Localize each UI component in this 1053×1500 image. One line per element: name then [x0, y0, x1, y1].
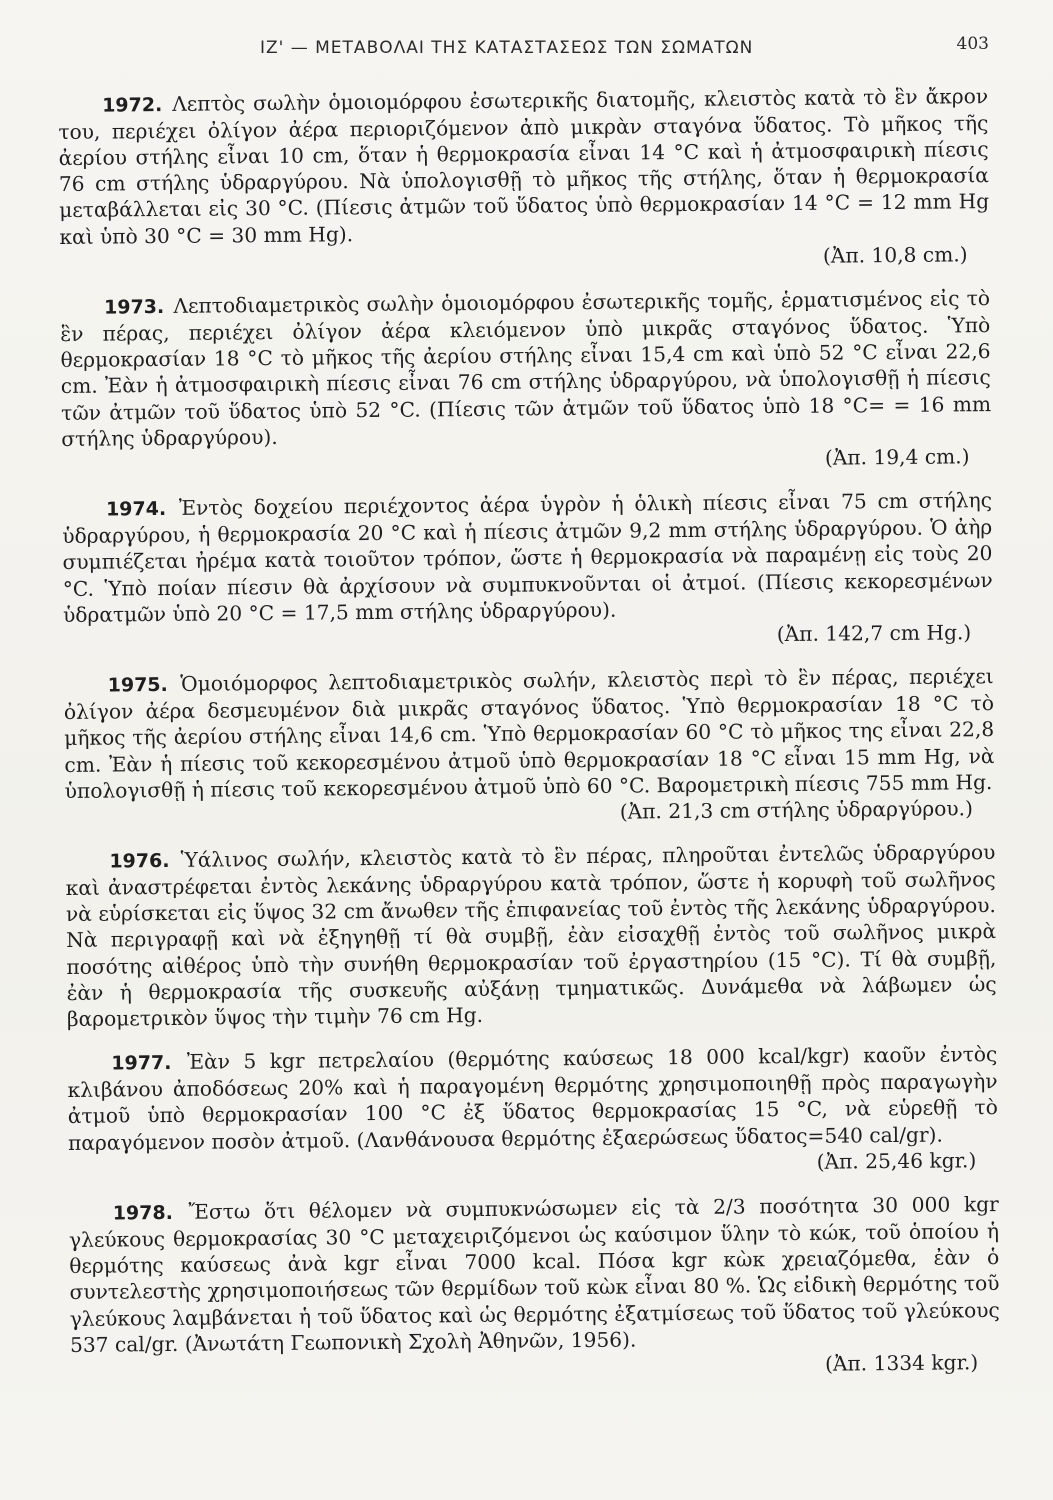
problem-1975 — [64, 663, 995, 830]
page-number: 403 — [956, 34, 989, 54]
problem-1976 — [65, 839, 997, 1032]
problem-text: Ἐντὸς δοχείου περιέχοντος ἀέρα ὑγρὸν ἡ ὁλικὴ πίεσις εἶναι 75 cm στήλης ὑδραργύρου, ἡ θερμοκρασία 20 °C καὶ ἡ πίεσις ἀτμῶν 9,2 mm στήλης ὑδραργύρου. Ὁ ἀὴρ συμπιέζεται ἠρέμα κατὰ τοιοῦτον τρόπον, ὥστε ἡ θερμοκρασία νὰ παραμένῃ εἰς τοὺς 20 °C. Ὑπὸ ποίαν πίεσιν θὰ ἀρχίσουν νὰ συμπυκνοῦνται οἱ ἀτμοί. (Πίεσις κεκορεσμένων ὑδρατμῶν ὑπὸ 20 °C = 17,5 mm στήλης ὑδραργύρου). — [62, 488, 993, 627]
problem-number: 1978. — [112, 1202, 173, 1225]
problem-answer: (Ἀπ. 10,8 cm.) — [822, 242, 968, 268]
problem-1974 — [62, 487, 993, 654]
problem-1978 — [69, 1191, 1001, 1384]
problem-number: 1973. — [103, 296, 165, 319]
running-title: ΙΖ' — ΜΕΤΑΒΟΛΑΙ ΤΗΣ ΚΑΤΑΣΤΑΣΕΩΣ ΤΩΝ ΣΩΜΑΤΩΝ — [260, 38, 754, 58]
problem-number: 1977. — [111, 1052, 172, 1075]
problem-text: Ἐὰν 5 kgr πετρελαίου (θερμότης καύσεως 18 000 kcal/kgr) καοῦν ἐντὸς κλιβάνου ἀποδόσεως 20% καὶ ἡ παραγομένη θερμότης χρησιμοποιηθῇ πρὸς παραγωγὴν ἀτμοῦ ὑπὸ θερμοκρασίαν 100 °C ἐξ ὕδατος θερμοκρασίας 15 °C, νὰ εὑρεθῇ τὸ παραγόμενον ποσὸν ἀτμοῦ. (Λανθάνουσα θερμότης ἐξαερώσεως ὕδατος=540 cal/gr). — [67, 1042, 998, 1155]
problem-number: 1974. — [105, 498, 167, 521]
problem-text: Ὑάλινος σωλήν, κλειστὸς κατὰ τὸ ἓν πέρας, πληροῦται ἐντελῶς ὑδραργύρου καὶ ἀναστρέφεται ἐντὸς λεκάνης ὑδραργύρου κατὰ τρόπον, ὥστε ἡ κορυφὴ τοῦ σωλῆνος νὰ εὑρίσκεται εἰς ὕψος 32 cm ἄνωθεν τῆς ἐπιφανείας τοῦ ἐντὸς τῆς λεκάνης ὑδραργύρου. Νὰ περιγραφῇ καὶ νὰ ἐξηγηθῇ τί θὰ συμβῇ, ἐὰν εἰσαχθῇ ἐντὸς τοῦ σωλῆνος μικρὰ ποσότης αἰθέρος ὑπὸ τὴν συνήθη θερμοκρασίαν τοῦ ἐργαστηρίου (15 °C). Τί θὰ συμβῇ, ἐὰν ἡ θερμοκρασία τῆς συσκευῆς αὐξάνῃ τμηματικῶς. Δυνάμεθα νὰ λάβωμεν ὡς βαρομετρικὸν ὕψος τὴν τιμὴν 76 cm Hg. — [65, 840, 997, 1032]
problem-answer: (Ἀπ. 142,7 cm Hg.) — [776, 620, 972, 647]
problem-answer: (Ἀπ. 21,3 cm στήλης ὑδραργύρου.) — [619, 796, 974, 824]
problem-1973 — [60, 285, 992, 478]
page-header — [60, 34, 993, 68]
problem-1972 — [58, 83, 990, 276]
page-body — [58, 83, 1001, 1402]
problem-answer: (Ἀπ. 25,46 kgr.) — [816, 1148, 977, 1174]
problem-number: 1975. — [107, 674, 168, 697]
problem-text: Λεπτὸς σωλὴν ὁμοιομόρφου ἐσωτερικῆς διατομῆς, κλειστὸς κατὰ τὸ ἓν ἄκρον του, περιέχει ὀλίγον ἀέρα περιοριζόμενον ἀπὸ μικρὰν σταγόνα ὕδατος. Τὸ μῆκος τῆς ἀερίου στήλης εἶναι 10 cm, ὅταν ἡ θερμοκρασία εἶναι 14 °C καὶ ἡ ἀτμοσφαιρικὴ πίεσις 76 cm στήλης ὑδραργύρου. Νὰ ὑπολογισθῇ τὸ μῆκος τῆς στήλης, ὅταν ἡ θερμοκρασία μεταβάλλεται εἰς 30 °C. (Πίεσις ἀτμῶν τοῦ ὕδατος ὑπὸ θερμοκρασίαν 14 °C = 12 mm Hg καὶ ὑπὸ 30 °C = 30 mm Hg). — [58, 84, 990, 249]
problem-answer: (Ἀπ. 19,4 cm.) — [824, 444, 970, 470]
problem-1977 — [67, 1041, 998, 1182]
problem-number: 1972. — [102, 94, 163, 117]
problem-answer: (Ἀπ. 1334 kgr.) — [824, 1350, 979, 1376]
problem-text: Λεπτοδιαμετρικὸς σωλὴν ὁμοιομόρφου ἐσωτερικῆς τομῆς, ἑρματισμένος εἰς τὸ ἓν πέρας, περιέχει ὀλίγον ἀέρα κλειόμενον ὑπὸ μικρᾶς σταγόνος ὕδατος. Ὑπὸ θερμοκρασίαν 18 °C τὸ μῆκος τῆς ἀερίου στήλης εἶναι 15,4 cm καὶ ὑπὸ 52 °C εἶναι 22,6 cm. Ἐὰν ἡ ἀτμοσφαιρικὴ πίεσις εἶναι 76 cm στήλης ὑδραργύρου, νὰ ὑπολογισθῇ ἡ πίεσις τῶν ἀτμῶν τοῦ ὕδατος ὑπὸ 52 °C. (Πίεσις τῶν ἀτμῶν τοῦ ὕδατος ὑπὸ 18 °C= = 16 mm στήλης ὑδραργύρου). — [60, 286, 992, 451]
problem-text: Ἔστω ὅτι θέλομεν νὰ συμπυκνώσωμεν εἰς τὰ 2/3 ποσότητα 30 000 kgr γλεύκους θερμοκρασίας 30 °C μεταχειριζόμενοι ὡς καύσιμον ὕλην τὸ κώκ, τοῦ ὁποίου ἡ θερμότης καύσεως ἀνὰ kgr εἶναι 7000 kcal. Πόσα kgr κὼκ χρειαζόμεθα, ἐὰν ὁ συντελεστὴς χρησιμοποιήσεως τῶν θερμίδων τοῦ κὼκ εἶναι 80 %. Ὡς εἰδικὴ θερμότης τοῦ γλεύκους λαμβάνεται ἡ τοῦ ὕδατος καὶ ὡς θερμότης ἐξατμίσεως τοῦ ὕδατος τοῦ γλεύκους 537 cal/gr. (Ἀνωτάτη Γεωπονικὴ Σχολὴ Ἀθηνῶν, 1956). — [68, 1192, 1000, 1357]
problem-text: Ὁμοιόμορφος λεπτοδιαμετρικὸς σωλήν, κλειστὸς περὶ τὸ ἓν πέρας, περιέχει ὀλίγον ἀέρα δεσμευμένον διὰ μικρᾶς σταγόνος ὕδατος. Ὑπὸ θερμοκρασίαν 18 °C τὸ μῆκος τῆς ἀερίου στήλης εἶναι 14,6 cm. Ὑπὸ θερμοκρασίαν 60 °C τὸ μῆκος της εἶναι 22,8 cm. Ἐὰν ἡ πίεσις τοῦ κεκορεσμένου ἀτμοῦ ὑπὸ θερμοκρασίαν 18 °C εἶναι 15 mm Hg, νὰ ὑπολογισθῇ ἡ πίεσις τοῦ κεκορεσμένου ἀτμοῦ ὑπὸ 60 °C. Βαρομετρικὴ πίεσις 755 mm Hg. — [63, 664, 995, 803]
problem-number: 1976. — [109, 850, 170, 873]
